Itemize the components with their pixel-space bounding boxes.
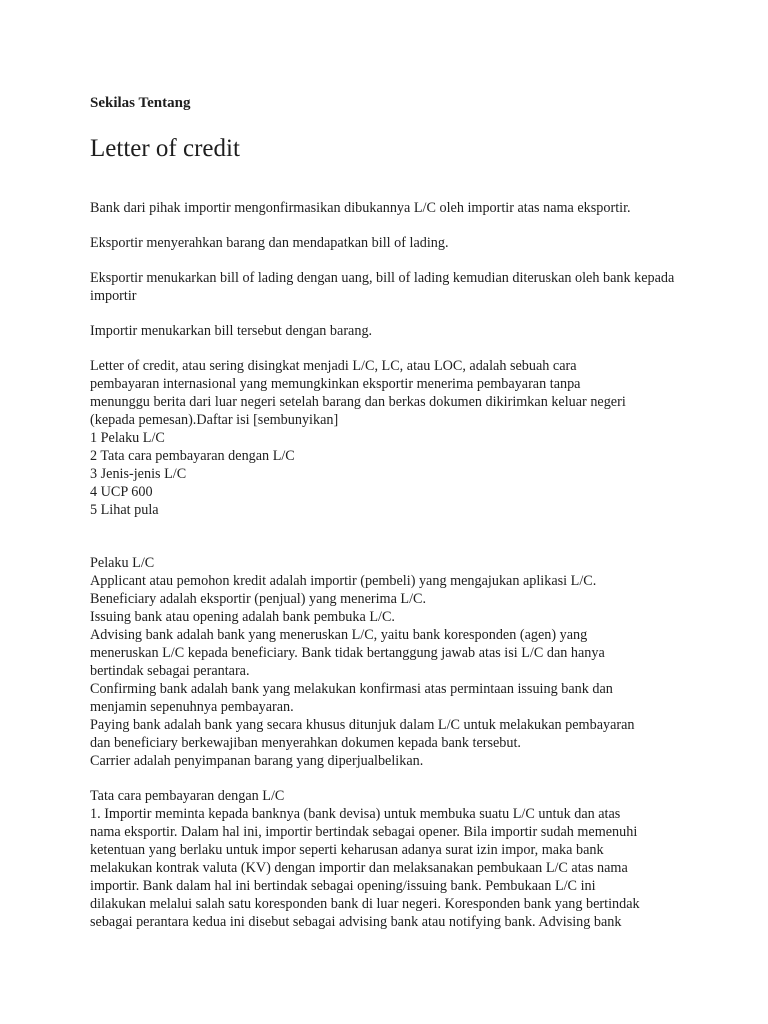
toc-item: 3 Jenis-jenis L/C — [90, 466, 187, 482]
text-line: Advising bank adalah bank yang meneruskan L/C, yaitu bank koresponden (agen) yang — [90, 627, 588, 643]
tata-cara-section — [90, 787, 690, 931]
intro-paragraph: Eksportir menyerahkan barang dan mendapatkan bill of lading. — [90, 235, 449, 251]
intro-paragraph: Eksportir menukarkan bill of lading dengan uang, bill of lading kemudian diteruskan oleh bank kepada importir — [90, 270, 675, 304]
text-line: Applicant atau pemohon kredit adalah importir (pembeli) yang mengajukan aplikasi L/C. — [90, 573, 597, 589]
text-line: Issuing bank atau opening adalah bank pembuka L/C. — [90, 609, 395, 625]
text-line: Confirming bank adalah bank yang melakukan konfirmasi atas permintaan issuing bank dan — [90, 681, 613, 697]
text-line: nama eksportir. Dalam hal ini, importir bertindak sebagai opener. Bila importir sudah memenuhi — [90, 824, 638, 840]
text-line: menunggu berita dari luar negeri setelah barang dan berkas dokumen dikirimkan keluar negeri — [90, 394, 626, 410]
text-line: dilakukan melalui salah satu koresponden bank di luar negeri. Koresponden bank yang bertindak — [90, 896, 640, 912]
document-title: Letter of credit — [90, 135, 240, 162]
toc-item: 4 UCP 600 — [90, 484, 153, 500]
text-line: sebagai perantara kedua ini disebut sebagai advising bank atau notifying bank. Advising bank — [90, 914, 622, 930]
intro-paragraph: Bank dari pihak importir mengonfirmasikan dibukannya L/C oleh importir atas nama eksportir. — [90, 200, 631, 216]
text-line: melakukan kontrak valuta (KV) dengan importir dan melaksanakan pembukaan L/C atas nama — [90, 860, 628, 876]
toc-item: 1 Pelaku L/C — [90, 430, 165, 446]
text-line: meneruskan L/C kepada beneficiary. Bank tidak bertanggung jawab atas isi L/C dan hanya — [90, 645, 605, 661]
text-line: Paying bank adalah bank yang secara khusus ditunjuk dalam L/C untuk melakukan pembayaran — [90, 717, 635, 733]
toc-item: 2 Tata cara pembayaran dengan L/C — [90, 448, 295, 464]
text-line: pembayaran internasional yang memungkinkan eksportir menerima pembayaran tanpa — [90, 376, 581, 392]
pelaku-section — [90, 554, 690, 770]
section-heading: Tata cara pembayaran dengan L/C — [90, 788, 285, 804]
text-line: ketentuan yang berlaku untuk impor seperti keharusan adanya surat izin impor, maka bank — [90, 842, 604, 858]
text-line: Beneficiary adalah eksportir (penjual) yang menerima L/C. — [90, 591, 427, 607]
text-line: bertindak sebagai perantara. — [90, 663, 250, 679]
definition-paragraph — [90, 357, 690, 429]
text-line: importir. Bank dalam hal ini bertindak sebagai opening/issuing bank. Pembukaan L/C ini — [90, 878, 596, 894]
document-subtitle: Sekilas Tentang — [90, 95, 191, 111]
intro-paragraph: Importir menukarkan bill tersebut dengan barang. — [90, 323, 373, 339]
document-body — [90, 199, 690, 931]
text-line: (kepada pemesan).Daftar isi [sembunyikan] — [90, 412, 339, 428]
text-line: Carrier adalah penyimpanan barang yang diperjualbelikan. — [90, 753, 424, 769]
table-of-contents — [90, 429, 690, 519]
text-line: Letter of credit, atau sering disingkat menjadi L/C, LC, atau LOC, adalah sebuah cara — [90, 358, 577, 374]
text-line: dan beneficiary berkewajiban menyerahkan dokumen kepada bank tersebut. — [90, 735, 521, 751]
toc-item: 5 Lihat pula — [90, 502, 159, 518]
section-heading: Pelaku L/C — [90, 555, 155, 571]
text-line: menjamin sepenuhnya pembayaran. — [90, 699, 294, 715]
text-line: 1. Importir meminta kepada banknya (bank devisa) untuk membuka suatu L/C untuk dan atas — [90, 806, 621, 822]
